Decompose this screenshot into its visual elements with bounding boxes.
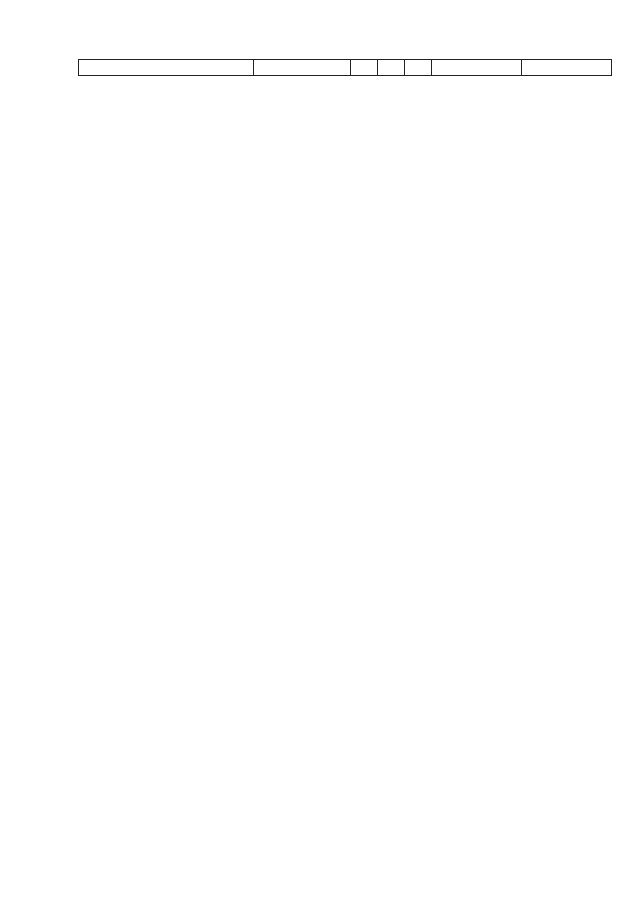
header-col-2	[254, 60, 351, 76]
header-col-3	[351, 60, 378, 76]
header-col-7	[522, 60, 612, 76]
table-header	[78, 59, 612, 76]
header-col-1	[79, 60, 254, 76]
header-col-5	[405, 60, 432, 76]
header-col-6	[432, 60, 522, 76]
header-col-4	[378, 60, 405, 76]
